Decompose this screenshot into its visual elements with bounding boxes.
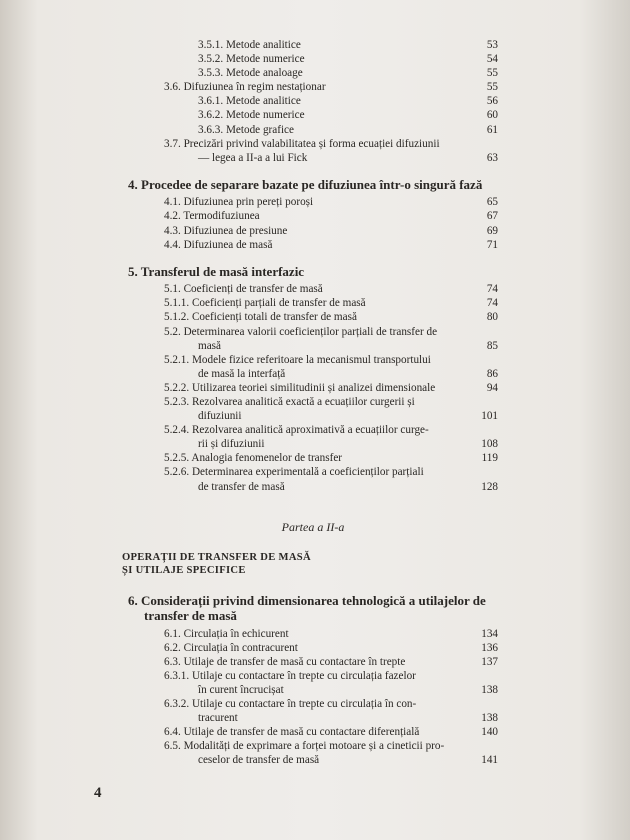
toc-entry: [128, 238, 498, 252]
toc-entry-title: Analogia fenomenelor de transfer: [191, 452, 343, 465]
toc-entry-number: 4.4.: [164, 238, 181, 251]
toc-entry-title: Metode grafice: [225, 123, 294, 136]
toc-entry-number: 6.3.1.: [164, 669, 190, 682]
toc-entry-title: Rezolvarea analitică exactă a ecuațiilor curgerii și: [191, 395, 415, 408]
toc-entry-number: 4.2.: [164, 210, 181, 223]
toc-entry-page: 86: [486, 367, 498, 380]
toc-entry: [128, 725, 498, 739]
toc-entry-page: 140: [481, 726, 498, 739]
toc-entry-number: 3.6.3.: [198, 123, 224, 136]
toc-entry-number: 5.2.3.: [164, 395, 190, 408]
section-heading-line-2: ȘI UTILAJE SPECIFICE: [122, 564, 246, 576]
toc-entry-page: 55: [486, 81, 498, 94]
toc-entry: [128, 296, 498, 310]
toc-entry-number: 6.2.: [164, 641, 181, 654]
table-of-contents: [122, 38, 498, 768]
toc-entry-page: 69: [486, 224, 498, 237]
toc-entry-title: Coeficienți parțiali de transfer de masă: [191, 297, 366, 310]
toc-entry-number: 4.1.: [164, 196, 181, 209]
toc-entry-title: Metode analoage: [225, 67, 303, 80]
toc-entry-title: Difuziunea în regim nestaționar: [183, 81, 326, 94]
toc-entry-page: 61: [486, 123, 498, 136]
toc-entry-number: 5.2.1.: [164, 353, 190, 366]
toc-entry-page: 108: [481, 438, 498, 451]
toc-entry-number: 5.2.4.: [164, 424, 190, 437]
toc-entry-number: 3.5.3.: [198, 67, 224, 80]
toc-entry-number: 6.3.: [164, 655, 181, 668]
toc-entry: [128, 395, 498, 423]
toc-entry: [128, 353, 498, 381]
toc-entry-title-continued: tracurent: [198, 712, 238, 725]
toc-entry-page: 134: [481, 627, 498, 640]
toc-group-c: [128, 282, 498, 493]
toc-entry-title: Metode analitice: [225, 95, 301, 108]
toc-entry: [128, 381, 498, 395]
toc-entry-number: 6.3.2.: [164, 698, 190, 711]
toc-entry-title: Utilizarea teoriei similitudinii și analizei dimensionale: [191, 381, 436, 394]
toc-entry: [128, 108, 498, 122]
toc-entry-title: Circulația în contracurent: [183, 641, 298, 654]
toc-entry-page: 65: [486, 196, 498, 209]
toc-entry-title: Metode numerice: [225, 109, 305, 122]
toc-entry-title: Circulația în echicurent: [183, 627, 289, 640]
toc-entry-number: 5.2.2.: [164, 381, 190, 394]
toc-entry-number: 6.4.: [164, 726, 181, 739]
toc-entry-page: 53: [486, 39, 498, 51]
toc-entry-number: 3.6.: [164, 81, 181, 94]
toc-group-a: [128, 38, 498, 165]
page-number: 4: [94, 785, 102, 801]
toc-entry-number: 3.5.1.: [198, 39, 224, 51]
part-title: Partea a II-a: [281, 519, 345, 534]
toc-entry-number: 4.3.: [164, 224, 181, 237]
toc-entry-title: Determinarea valorii coeficienților parțiali de transfer de: [183, 325, 438, 338]
toc-entry-number: 3.6.1.: [198, 95, 224, 108]
toc-entry: [128, 697, 498, 725]
toc-entry: [128, 94, 498, 108]
toc-entry-page: 67: [486, 210, 498, 223]
toc-entry: [128, 195, 498, 209]
toc-entry: [128, 224, 498, 238]
toc-entry: [128, 123, 498, 137]
chapter-heading-6: 6. Considerații privind dimensionarea tehnologică a utilajelor de transfer de masă: [128, 592, 486, 624]
toc-entry-title-continued: în curent încrucișat: [198, 684, 284, 696]
toc-entry: [128, 80, 498, 94]
toc-entry-page: 60: [486, 109, 498, 122]
toc-entry-page: 138: [481, 712, 498, 725]
toc-entry-page: 141: [481, 754, 498, 767]
toc-entry-title-continued: masă: [198, 339, 221, 352]
toc-entry-page: 136: [481, 641, 498, 654]
toc-entry: [128, 282, 498, 296]
toc-entry-title-continued: difuziunii: [198, 410, 242, 423]
toc-entry: [128, 655, 498, 669]
toc-entry: [128, 38, 498, 52]
toc-entry-page: 55: [486, 67, 498, 80]
toc-entry-page: 128: [481, 480, 498, 493]
toc-entry-title: Termodifuziunea: [183, 210, 260, 223]
toc-entry-title: Precizări privind valabilitatea și forma ecuației difuziunii: [183, 137, 440, 150]
toc-entry: [128, 310, 498, 324]
toc-entry-page: 85: [486, 339, 498, 352]
toc-entry: [128, 137, 498, 165]
toc-entry-number: 5.2.6.: [164, 466, 190, 479]
toc-entry: [128, 641, 498, 655]
toc-entry-page: 74: [486, 297, 498, 310]
toc-entry-title: Coeficienți de transfer de masă: [183, 283, 323, 296]
toc-entry: [128, 66, 498, 80]
toc-entry-number: 5.2.5.: [164, 452, 190, 465]
toc-entry-title: Metode numerice: [225, 53, 305, 66]
toc-entry-number: 5.2.: [164, 325, 181, 338]
toc-entry-title: Utilaje de transfer de masă cu contactare în trepte: [183, 655, 406, 668]
toc-entry-page: 54: [486, 53, 498, 66]
toc-entry-title: Modalități de exprimare a forței motoare și a cineticii pro-: [183, 740, 445, 753]
toc-entry-title-continued: ceselor de transfer de masă: [198, 754, 320, 767]
chapter-heading-5: 5. Transferul de masă interfazic: [128, 263, 305, 279]
toc-entry-number: 6.5.: [164, 740, 181, 753]
toc-entry-page: 71: [486, 238, 498, 251]
toc-entry: [128, 739, 498, 767]
toc-entry-title: Difuziunea de masă: [183, 238, 273, 251]
toc-entry-page: 56: [486, 95, 498, 108]
toc-entry-title: Coeficienți totali de transfer de masă: [191, 311, 357, 324]
toc-entry-page: 74: [486, 283, 498, 296]
toc-entry-title: Metode analitice: [225, 39, 301, 51]
toc-entry-number: 5.1.: [164, 283, 181, 296]
toc-entry-number: 3.7.: [164, 137, 181, 150]
toc-entry-title: Utilaje de transfer de masă cu contactare diferențială: [183, 726, 420, 739]
toc-entry-number: 3.6.2.: [198, 109, 224, 122]
toc-entry: [128, 669, 498, 697]
toc-entry: [128, 627, 498, 641]
toc-entry-page: 119: [481, 452, 498, 465]
toc-entry-page: 63: [486, 151, 498, 164]
section-heading-line-1: OPERAȚII DE TRANSFER DE MASĂ: [122, 551, 311, 563]
toc-group-d: [128, 627, 498, 768]
toc-entry-title: Difuziunea prin pereți poroși: [183, 196, 314, 209]
section-heading: [122, 551, 498, 577]
toc-entry-title: Difuziunea de presiune: [183, 224, 288, 237]
toc-entry-title: Modele fizice referitoare la mecanismul transportului: [191, 353, 431, 366]
toc-entry: [128, 451, 498, 465]
toc-entry-number: 3.5.2.: [198, 53, 224, 66]
toc-entry-title-continued: de masă la interfață: [198, 367, 286, 380]
toc-entry-number: 5.1.2.: [164, 311, 190, 324]
chapter-heading-4: 4. Procedee de separare bazate pe difuziunea într-o singură fază: [128, 176, 483, 192]
toc-entry-page: 101: [481, 410, 498, 423]
toc-entry-title-continued: — legea a II-a a lui Fick: [198, 151, 308, 164]
toc-entry: [128, 423, 498, 451]
toc-entry-page: 94: [486, 381, 498, 394]
toc-entry-page: 80: [486, 311, 498, 324]
toc-entry-title-continued: de transfer de masă: [198, 480, 285, 493]
toc-group-b: [128, 195, 498, 251]
toc-entry-title-continued: rii și difuziunii: [198, 438, 265, 451]
toc-entry-title: Utilaje cu contactare în trepte cu circulația fazelor: [191, 669, 416, 682]
toc-entry: [128, 52, 498, 66]
toc-entry: [128, 465, 498, 493]
toc-entry: [128, 325, 498, 353]
toc-entry-number: 5.1.1.: [164, 297, 190, 310]
toc-entry-page: 138: [481, 684, 498, 696]
toc-entry-title: Rezolvarea analitică aproximativă a ecuațiilor curge-: [191, 424, 429, 437]
toc-entry-title: Utilaje cu contactare în trepte cu circulația în con-: [191, 698, 417, 711]
toc-entry-number: 6.1.: [164, 627, 181, 640]
toc-entry-page: 137: [481, 655, 498, 668]
toc-entry: [128, 209, 498, 223]
toc-entry-title: Determinarea experimentală a coeficienților parțiali: [191, 466, 424, 479]
